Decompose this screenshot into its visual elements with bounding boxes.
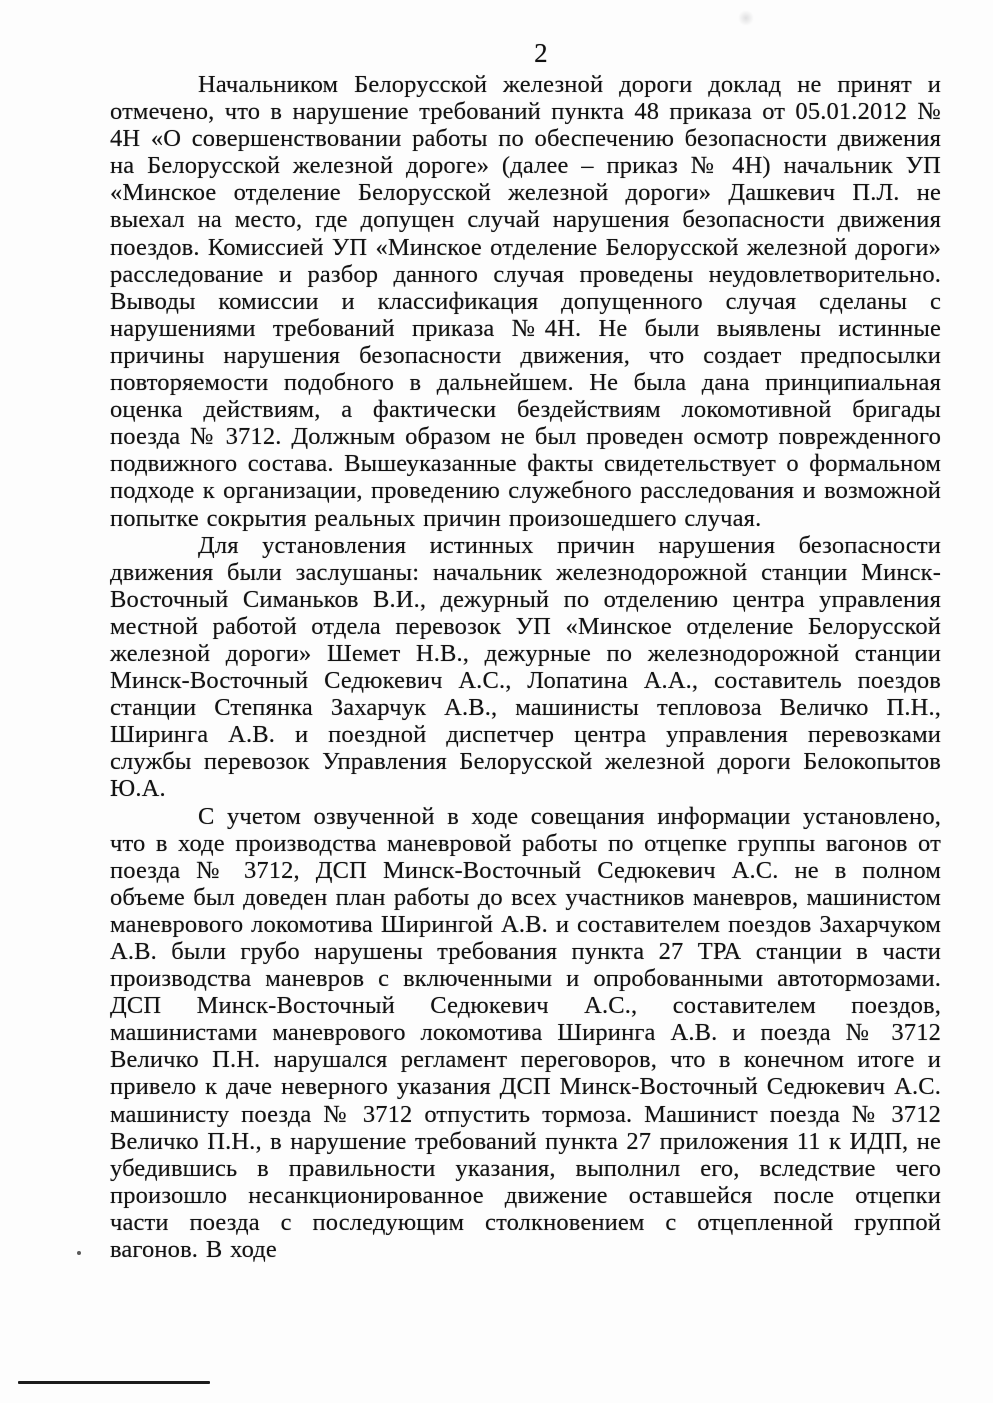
bottom-left-rule — [18, 1381, 210, 1384]
scan-speck-dot — [77, 1251, 81, 1255]
paragraph-findings: С учетом озвученной в ходе совещания информации установлено, что в ходе производства маневровой работы по отцепке группы вагонов от поезда № 3712, ДСП Минск-Восточный Седюкевич А.С. не в полном объеме был доведен план работы до всех участников маневров, машинистом маневрового локомотива Ширингой А.В. и составителем поездов Захарчуком А.В. были грубо нарушены требования пункта 27 ТРА станции в части производства маневров с включенными и опробованными автотормозами. ДСП Минск-Восточный Седюкевич А.С., составителем поездов, машинистами маневрового локомотива Ширинга А.В. и поезда № 3712 Величко П.Н. нарушался регламент переговоров, что в конечном итоге и привело к даче неверного указания ДСП Минск-Восточный Седюкевич А.С. машинисту поезда № 3712 отпустить тормоза. Машинист поезда № 3712 Величко П.Н., в нарушение требований пункта 27 приложения 11 к ИДП, не убедившись в правильности указания, выполнил его, вследствие чего произошло несанкционированное движение оставшейся после отцепки части поезда с последующим столкновением с отцепленной группой вагонов. В ходе — [110, 802, 941, 1264]
scan-smudge — [738, 10, 754, 26]
paragraph-report-not-accepted: Начальником Белорусской железной дороги доклад не принят и отмечено, что в нарушение требований пункта 48 приказа от 05.01.2012 № 4Н «О совершенствовании работы по обеспечению безопасности движения на Белорусской железной дороге» (далее – приказ № 4Н) начальник УП «Минское отделение Белорусской железной дороги» Дашкевич П.Л. не выехал на место, где допущен случай нарушения безопасности движения поездов. Комиссией УП «Минское отделение Белорусской железной дороги» расследование и разбор данного случая проведены неудовлетворительно. Выводы комиссии и классификация допущенного случая сделаны с нарушениями требований приказа №4Н. Не были выявлены истинные причины нарушения безопасности движения, что создает предпосылки повторяемости подобного в дальнейшем. Не была дана принципиальная оценка действиям, а фактически бездействиям локомотивной бригады поезда № 3712. Должным образом не был проведен осмотр поврежденного подвижного состава. Вышеуказанные факты свидетельствует о формальном подходе к организации, проведению служебного расследования и возможной попытке сокрытия реальных причин произошедшего случая. — [110, 71, 941, 532]
paragraph-persons-heard: Для установления истинных причин нарушения безопасности движения были заслушаны: начальник железнодорожной станции Минск-Восточный Симаньков В.И., дежурный по отделению центра управления местной работой отдела перевозок УП «Минское отделение Белорусской железной дороги» Шемет Н.В., дежурные по железнодорожной станции Минск-Восточный Седюкевич А.С., Лопатина А.А., составитель поездов станции Степянка Захарчук А.В., машинисты тепловоза Величко П.Н., Ширинга А.В. и поездной диспетчер центра управления перевозками службы перевозок Управления Белорусской железной дороги Белокопытов Ю.А. — [110, 531, 941, 803]
page-number: 2 — [534, 38, 548, 68]
document-body — [110, 71, 941, 1263]
